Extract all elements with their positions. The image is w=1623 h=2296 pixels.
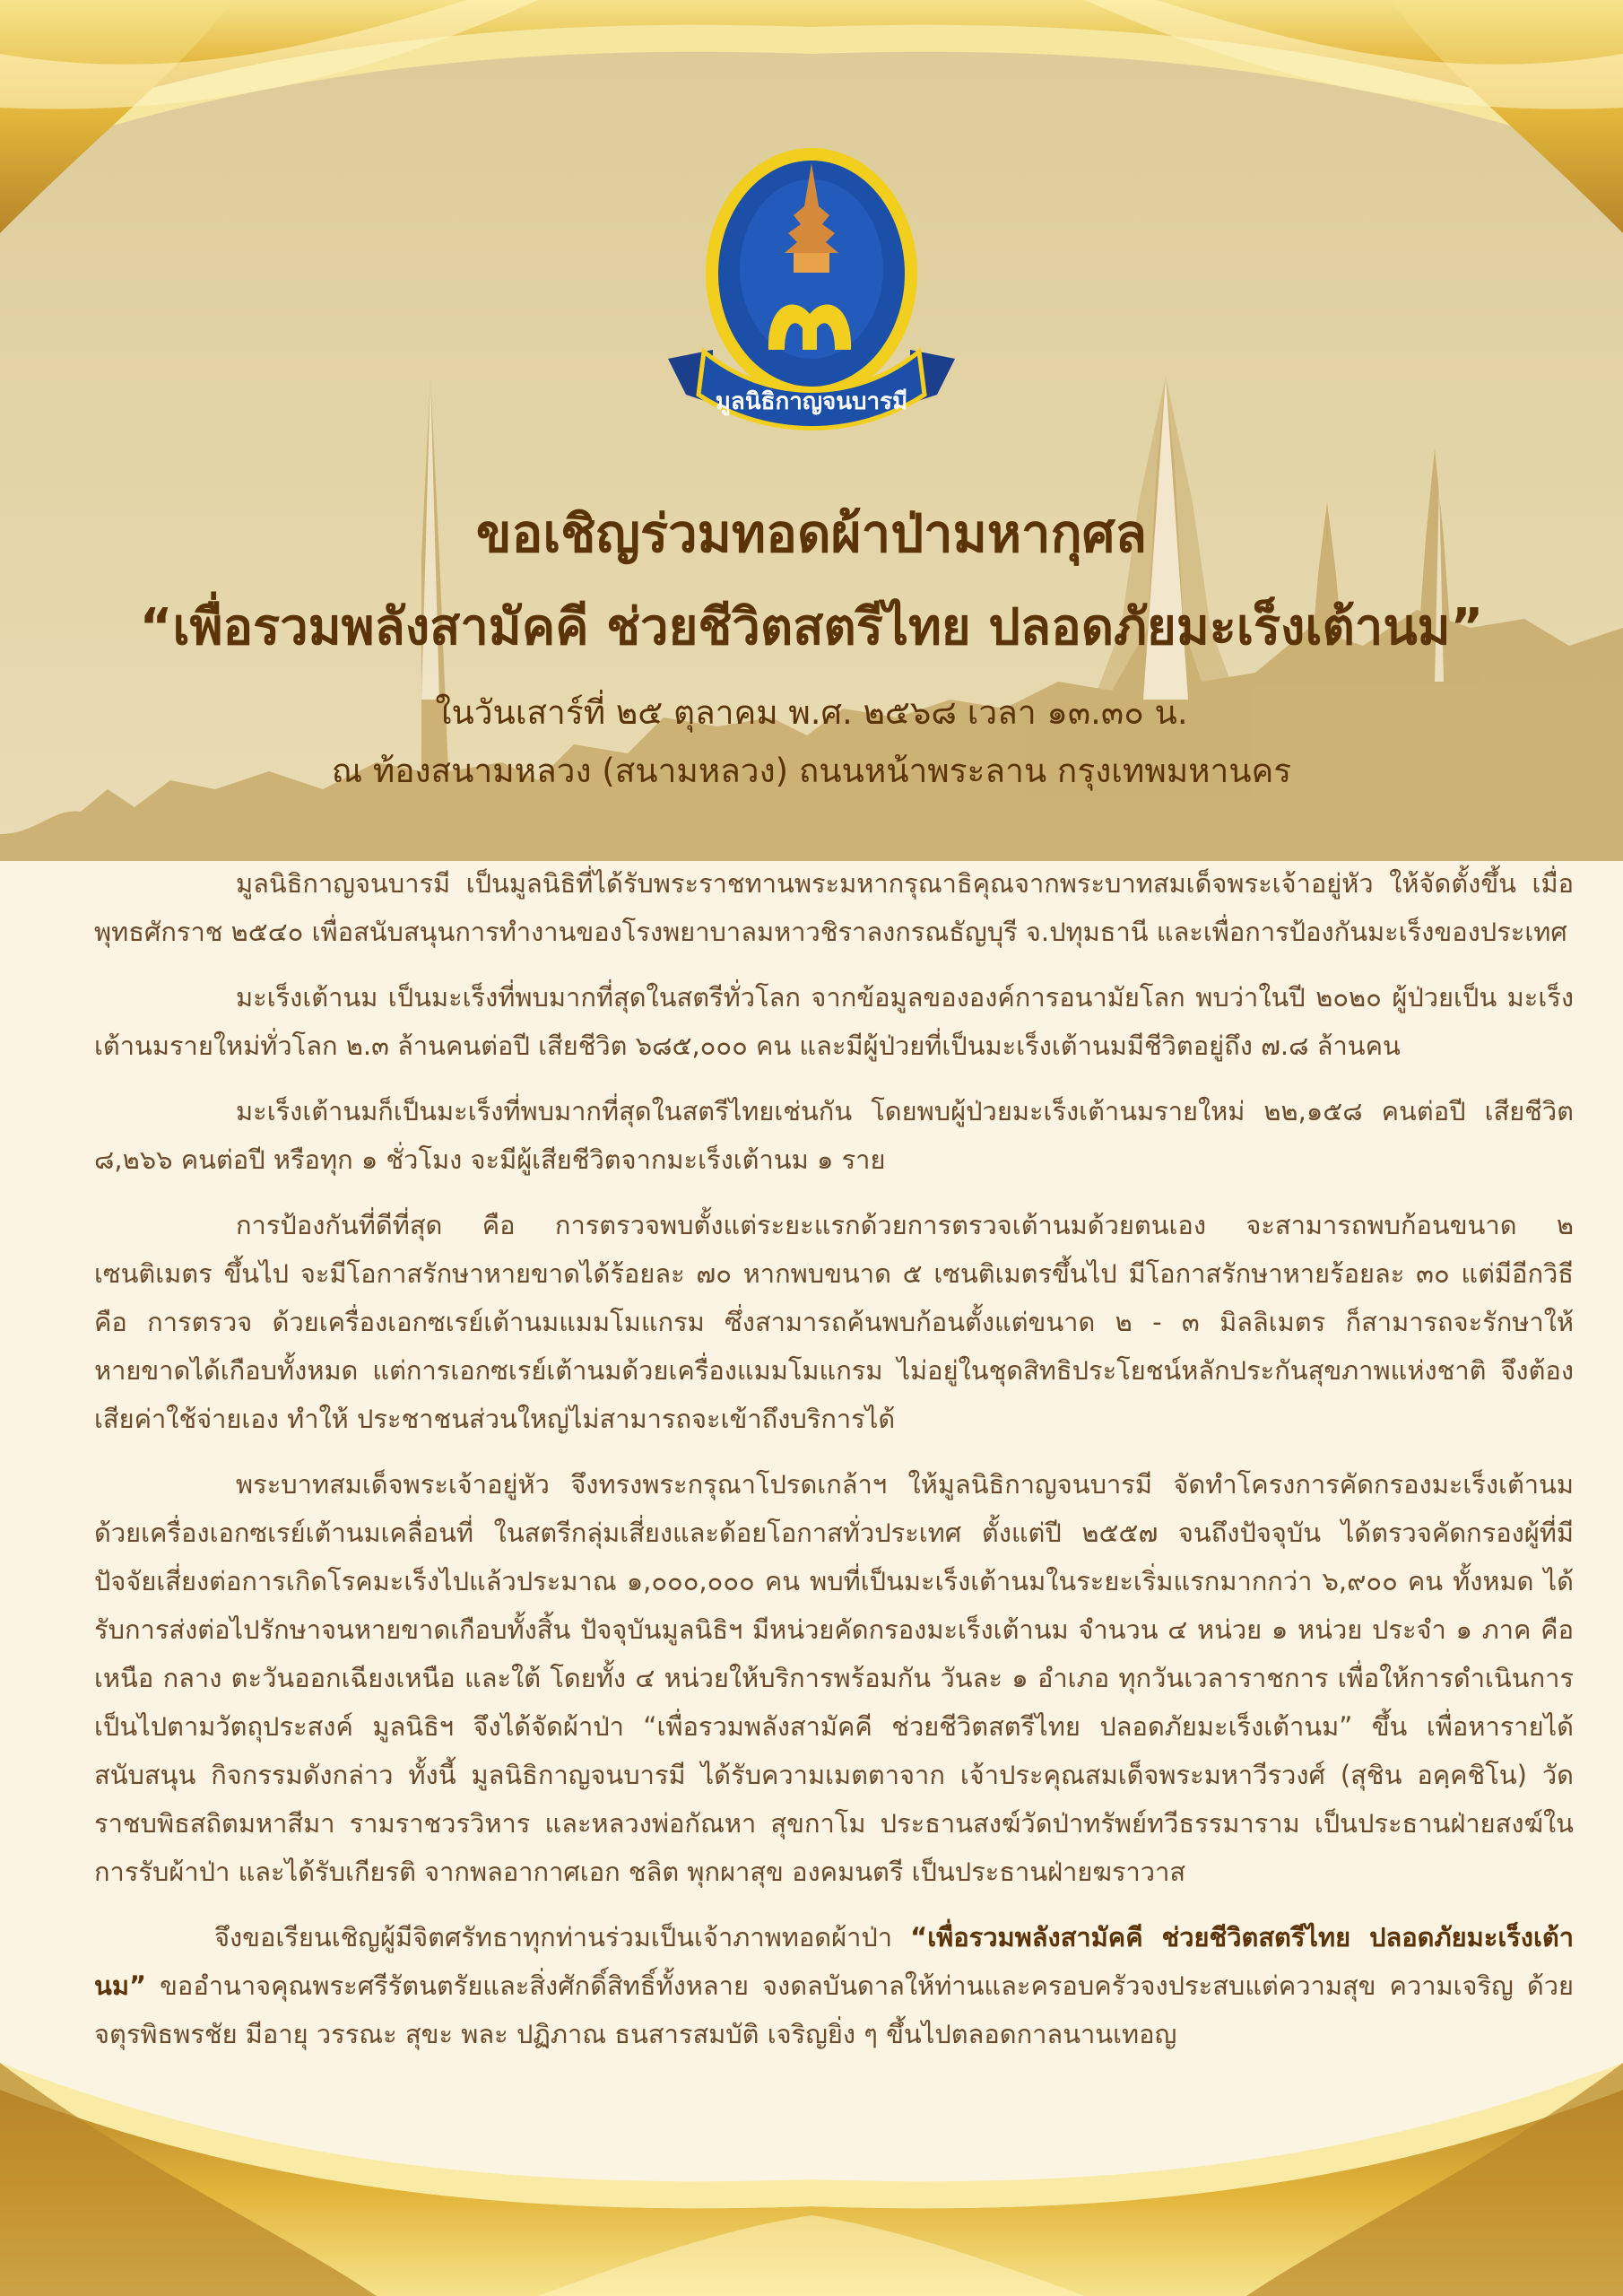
paragraph-thai-stats: มะเร็งเต้านมก็เป็นมะเร็งที่พบมากที่สุดในสตรีไทยเช่นกัน โดยพบผู้ป่วยมะเร็งเต้านมรายใหม่ ๒๒,๑๕๘ คนต่อปี เสียชีวิต ๘,๒๖๖ คนต่อปี หรือทุก ๑ ชั่วโมง จะมีผู้เสียชีวิตจากมะเร็งเต้านม ๑ ราย	[94, 1096, 1574, 1175]
invitation-text-end: ขออำนาจคุณพระศรีรัตนตรัยและสิ่งศักดิ์สิทธิ์ทั้งหลาย จงดลบันดาลให้ท่านและครอบครัวจงประสบแต่ความสุข ความเจริญ ด้วยจตุรพิธพรชัย มีอายุ วรรณะ สุขะ พละ ปฏิภาณ ธนสารสมบัติ เจริญยิ่ง ๆ ขึ้นไปตลอดกาลนานเทอญ	[94, 1970, 1574, 2049]
campaign-name-bold: “เพื่อรวมพลังสามัคคี ช่วยชีวิตสตรีไทย ปลอดภัยมะเร็งเต้านม”	[94, 1922, 1574, 2001]
title-line-2: “เพื่อรวมพลังสามัคคี ช่วยชีวิตสตรีไทย ปลอดภัยมะเร็งเต้านม”	[139, 598, 1484, 657]
invitation-body	[94, 859, 1574, 2075]
paragraph-prevention: การป้องกันที่ดีที่สุด คือ การตรวจพบตั้งแต่ระยะแรกด้วยการตรวจเต้านมด้วยตนเอง จะสามารถพบก้อนขนาด ๒ เซนติเมตร ขึ้นไป จะมีโอกาสรักษาหายขาดได้ร้อยละ ๗๐ หากพบขนาด ๕ เซนติเมตรขึ้นไป มีโอกาสรักษาหายร้อยละ ๓๐ แต่มีอีกวิธีคือ การตรวจ ด้วยเครื่องเอกซเรย์เต้านมแมมโมแกรม ซึ่งสามารถค้นพบก้อนตั้งแต่ขนาด ๒ - ๓ มิลลิเมตร ก็สามารถจะรักษาให้หายขาดได้เกือบทั้งหมด แต่การเอกซเรย์เต้านมด้วยเครื่องแมมโมแกรม ไม่อยู่ในชุดสิทธิประโยชน์หลักประกันสุขภาพแห่งชาติ จึงต้องเสียค่าใช้จ่ายเอง ทำให้ ประชาชนส่วนใหญ่ไม่สามารถจะเข้าถึงบริการได้	[94, 1210, 1574, 1434]
paragraph-invitation	[94, 1913, 1574, 2058]
invitation-text-start: จึงขอเรียนเชิญผู้มีจิตศรัทธาทุกท่านร่วมเป็นเจ้าภาพทอดผ้าป่า	[214, 1922, 911, 1952]
paragraph-foundation: มูลนิธิกาญจนบารมี เป็นมูลนิธิที่ได้รับพระราชทานพระมหากรุณาธิคุณจากพระบาทสมเด็จพระเจ้าอยู่หัว ให้จัดตั้งขึ้น เมื่อพุทธศักราช ๒๕๔๐ เพื่อสนับสนุนการทำงานของโรงพยาบาลมหาวชิราลงกรณธัญบุรี จ.ปทุมธานี และเพื่อการป้องกันมะเร็งของประเทศ	[94, 868, 1574, 947]
foundation-emblem-icon	[659, 144, 964, 439]
event-venue: ณ ท้องสนามหลวง (สนามหลวง) ถนนหน้าพระลาน กรุงเทพมหานคร	[331, 752, 1292, 790]
ribbon-text: มูลนิธิกาญจนบารมี	[715, 388, 908, 415]
paragraph-project: พระบาทสมเด็จพระเจ้าอยู่หัว จึงทรงพระกรุณาโปรดเกล้าฯ ให้มูลนิธิกาญจนบารมี จัดทำโครงการคัดกรองมะเร็งเต้านม ด้วยเครื่องเอกซเรย์เต้านมเคลื่อนที่ ในสตรีกลุ่มเสี่ยงและด้อยโอกาสทั่วประเทศ ตั้งแต่ปี ๒๕๕๗ จนถึงปัจจุบัน ได้ตรวจคัดกรองผู้ที่มี ปัจจัยเสี่ยงต่อการเกิดโรคมะเร็งไปแล้วประมาณ ๑,๐๐๐,๐๐๐ คน พบที่เป็นมะเร็งเต้านมในระยะเริ่มแรกมากกว่า ๖,๙๐๐ คน ทั้งหมด ได้รับการส่งต่อไปรักษาจนหายขาดเกือบทั้งสิ้น ปัจจุบันมูลนิธิฯ มีหน่วยคัดกรองมะเร็งเต้านม จำนวน ๔ หน่วย ๑ หน่วย ประจำ ๑ ภาค คือ เหนือ กลาง ตะวันออกเฉียงเหนือ และใต้ โดยทั้ง ๔ หน่วยให้บริการพร้อมกัน วันละ ๑ อำเภอ ทุกวันเวลาราชการ เพื่อให้การดำเนินการ เป็นไปตามวัตถุประสงค์ มูลนิธิฯ จึงได้จัดผ้าป่า “เพื่อรวมพลังสามัคคี ช่วยชีวิตสตรีไทย ปลอดภัยมะเร็งเต้านม” ขึ้น เพื่อหารายได้สนับสนุน กิจกรรมดังกล่าว ทั้งนี้ มูลนิธิกาญจนบารมี ได้รับความเมตตาจาก เจ้าประคุณสมเด็จพระมหาวีรวงศ์ (สุชิน อคฺคชิโน) วัดราชบพิธสถิตมหาสีมา รามราชวรวิหาร และหลวงพ่อกัณหา สุขกาโม ประธานสงฆ์วัดป่าทรัพย์ทวีธรรมาราม เป็นประธานฝ่ายสงฆ์ในการรับผ้าป่า และได้รับเกียรติ จากพลอากาศเอก ชลิต พุกผาสุข องคมนตรี เป็นประธานฝ่ายฆราวาส	[94, 1469, 1574, 1887]
title-line-1: ขอเชิญร่วมทอดผ้าป่ามหากุศล	[475, 503, 1148, 564]
paragraph-global-stats: มะเร็งเต้านม เป็นมะเร็งที่พบมากที่สุดในสตรีทั่วโลก จากข้อมูลขององค์การอนามัยโลก พบว่าในปี ๒๐๒๐ ผู้ป่วยเป็น มะเร็งเต้านมรายใหม่ทั่วโลก ๒.๓ ล้านคนต่อปี เสียชีวิต ๖๘๕,๐๐๐ คน และมีผู้ป่วยที่เป็นมะเร็งเต้านมมีชีวิตอยู่ถึง ๗.๘ ล้านคน	[94, 982, 1574, 1061]
event-date: ในวันเสาร์ที่ ๒๕ ตุลาคม พ.ศ. ๒๕๖๘ เวลา ๑๓.๓๐ น.	[435, 693, 1188, 732]
